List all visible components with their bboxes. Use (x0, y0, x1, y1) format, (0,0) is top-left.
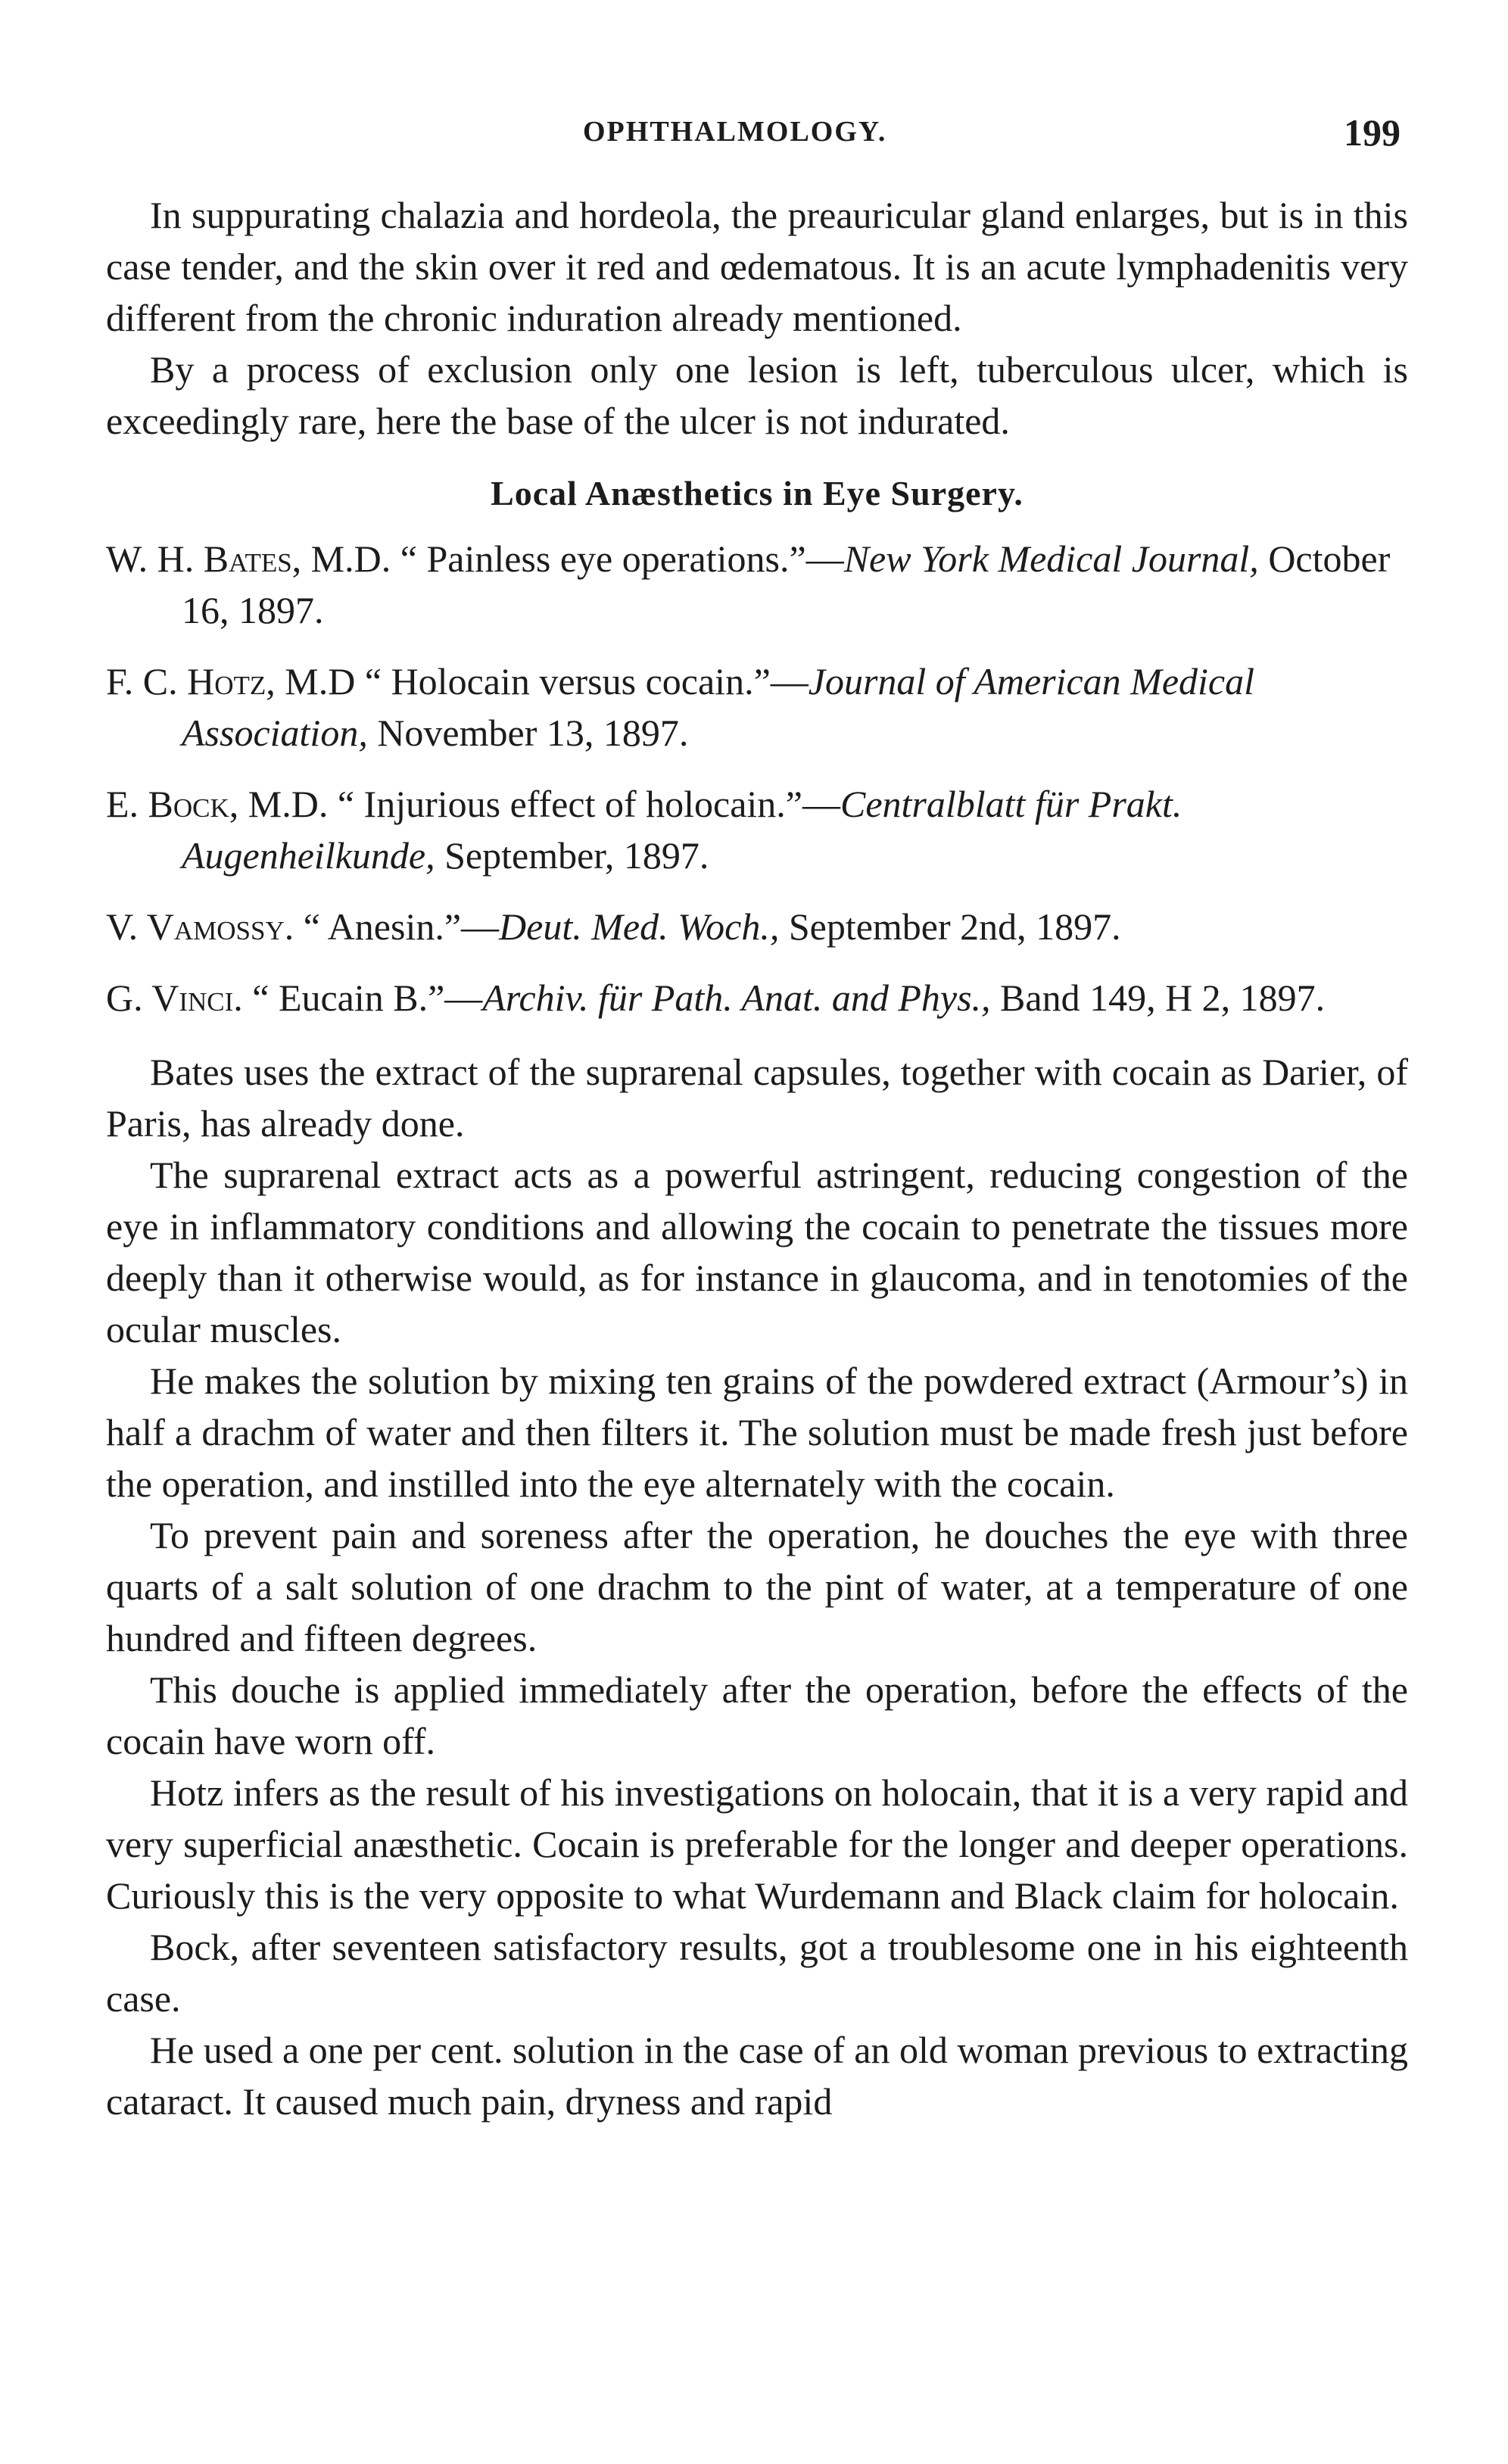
reference-journal: Journal of American Medical Association, (182, 660, 1254, 754)
paragraph: By a process of exclusion only one lesion is left, tuberculous ulcer, which is exceedingly rare, here the base of the ulcer is not indurated. (106, 348, 1408, 442)
paragraph: In suppurating chalazia and hordeola, the preauricular gland enlarges, but is in this case tender, and the skin over it red and œdematous. It is an acute lymphadenitis very different from the chronic induration already mentioned. (106, 194, 1408, 339)
reference-title: “ Injurious effect of holocain.”— (337, 783, 840, 825)
reference-author: E. Bock, M.D. (106, 783, 329, 825)
reference-details: September 2nd, 1897. (788, 905, 1121, 948)
page-body (106, 189, 1408, 2127)
section-heading: Local Anæsthetics in Eye Surgery. (491, 474, 1024, 512)
paragraph: This douche is applied immediately after the operation, before the effects of the cocain have worn off. (106, 1668, 1408, 1762)
reference-details: Band 149, H 2, 1897. (1000, 977, 1326, 1019)
paragraph: Bock, after seventeen satisfactory results, got a troublesome one in his eighteenth case. (106, 1926, 1408, 2020)
reference-title: “ Painless eye operations.”— (400, 537, 844, 580)
paragraph: The suprarenal extract acts as a powerful astringent, reducing congestion of the eye in inflammatory conditions and allowing the cocain to penetrate the tissues more deeply than it otherwise would, as for instance in glaucoma, and in tenotomies of the ocular muscles. (106, 1154, 1408, 1350)
paragraph: To prevent pain and soreness after the operation, he douches the eye with three quarts of a salt solution of one drachm to the pint of water, at a temperature of one hundred and fifteen degrees. (106, 1514, 1408, 1659)
page-number: 199 (1344, 111, 1401, 154)
reference-title: “ Anesin.”— (303, 905, 500, 948)
reference-details: November 13, 1897. (377, 712, 689, 754)
reference-journal: Archiv. für Path. Anat. and Phys., (482, 977, 991, 1019)
reference-entry (106, 778, 1408, 881)
paragraph: Bates uses the extract of the suprarenal capsules, together with cocain as Darier, of Paris, has already done. (106, 1051, 1408, 1145)
paragraph: He makes the solution by mixing ten grains of the powdered extract (Armour’s) in half a drachm of water and then filters it. The solution must be made fresh just before the operation, and instilled into the eye alternately with the cocain. (106, 1360, 1408, 1505)
reference-details: September, 1897. (444, 834, 709, 877)
paragraph: He used a one per cent. solution in the case of an old woman previous to extracting cataract. It caused much pain, dryness and rapid (106, 2029, 1409, 2123)
reference-list (106, 533, 1408, 1023)
reference-journal: Deut. Med. Woch., (499, 905, 780, 948)
reference-entry (106, 656, 1408, 759)
reference-author: G. Vinci. (106, 977, 243, 1019)
reference-author: V. Vamossy. (106, 905, 294, 948)
reference-author: F. C. Hotz, M.D (106, 660, 356, 702)
reference-author: W. H. Bates, M.D. (106, 537, 391, 580)
reference-journal: New York Medical Journal, (843, 537, 1259, 580)
paragraph: Hotz infers as the result of his investigations on holocain, that it is a very rapid and very superficial anæsthetic. Cocain is preferable for the longer and deeper operations. Curiously this is the very opposite to what Wurdemann and Black claim for holocain. (106, 1771, 1408, 1917)
reference-entry (106, 972, 1408, 1023)
reference-entry (106, 901, 1408, 952)
reference-details: October 16, 1897. (182, 537, 1391, 631)
running-title: OPHTHALMOLOGY. (583, 116, 887, 148)
reference-title: “ Holocain versus cocain.”— (364, 660, 809, 702)
reference-title: “ Eucain B.”— (252, 977, 483, 1019)
reference-journal: Centralblatt für Prakt. Augenheilkunde, (182, 783, 1182, 877)
running-head (106, 111, 1408, 160)
reference-entry (106, 533, 1408, 636)
